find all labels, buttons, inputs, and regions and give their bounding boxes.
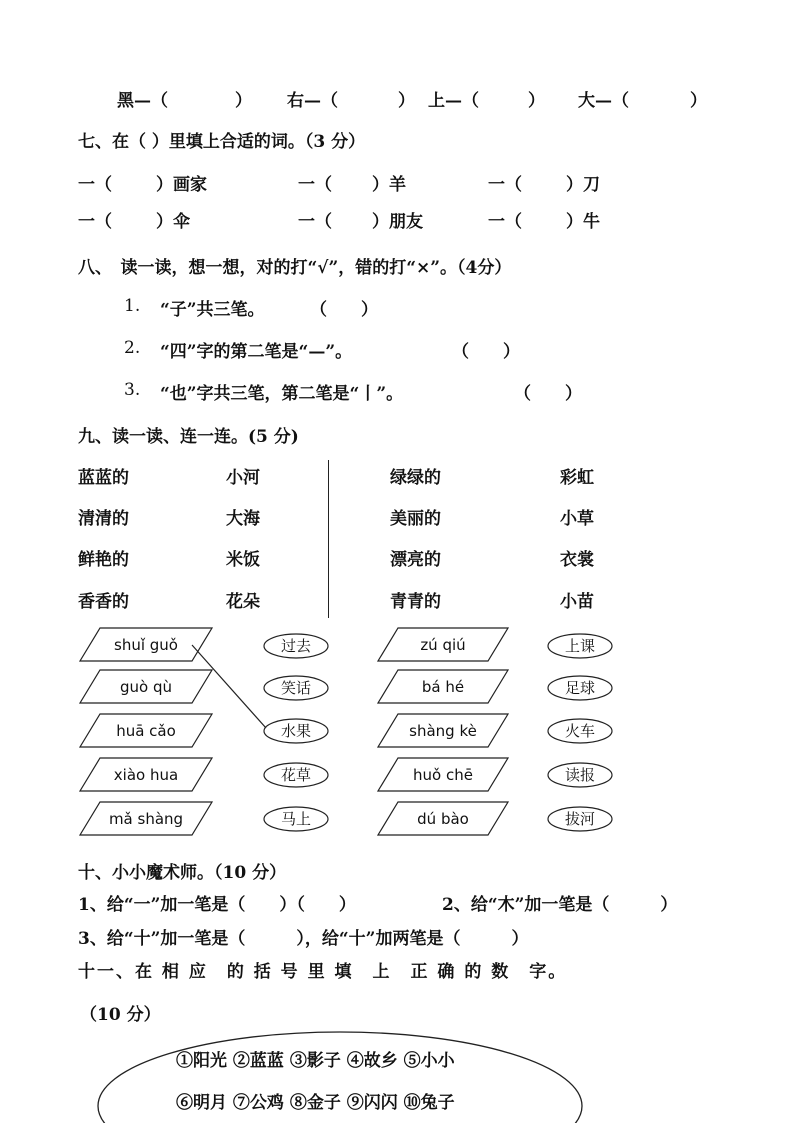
measure-word-noun: ）朋友 [372, 212, 423, 232]
noun[interactable]: 花朵 [226, 592, 260, 612]
section-10-title: 十、小小魔术师。（10 分） [78, 863, 287, 883]
word-label[interactable]: 拔河 [564, 810, 596, 828]
word-label[interactable]: 过去 [280, 637, 312, 655]
section-10-question-3: 3、给“十”加一笔是（ ），给“十”加两笔是（ ） [78, 929, 529, 949]
measure-word-blank: 一（ [488, 212, 522, 232]
answer-paren: （ ） [514, 384, 582, 404]
item-number: 3. [124, 380, 141, 400]
pinyin-label[interactable]: shàng kè [409, 722, 477, 740]
section-11-score: （10 分） [80, 1005, 161, 1025]
measure-word-blank: 一（ [298, 175, 332, 195]
pinyin-label[interactable]: dú bào [417, 810, 469, 828]
fill-prompt-shang: 上—（ [428, 91, 479, 111]
adjective[interactable]: 香香的 [78, 592, 129, 612]
pinyin-label[interactable]: xiào hua [113, 766, 179, 784]
measure-word-noun: ）牛 [566, 212, 600, 232]
noun[interactable]: 小草 [560, 509, 594, 529]
column-divider [328, 460, 329, 618]
measure-word-noun: ）伞 [156, 212, 190, 232]
fill-paren-close: ） [528, 91, 545, 111]
adjective[interactable]: 蓝蓝的 [78, 468, 129, 488]
item-number: 1. [124, 296, 141, 316]
fill-paren-close: ） [690, 91, 707, 111]
pinyin-label[interactable]: guò qù [119, 678, 173, 696]
pinyin-label[interactable]: mǎ shàng [108, 810, 184, 828]
noun[interactable]: 大海 [226, 509, 260, 529]
measure-word-noun: ）画家 [156, 175, 207, 195]
measure-word-noun: ）刀 [566, 175, 600, 195]
word-label[interactable]: 水果 [280, 722, 312, 740]
answer-paren: （ ） [452, 342, 520, 362]
word-label[interactable]: 上课 [564, 637, 596, 655]
noun[interactable]: 小河 [226, 468, 260, 488]
word-label[interactable]: 笑话 [280, 679, 312, 697]
section-9-title: 九、读一读、连一连。(5 分) [78, 427, 299, 447]
fill-paren-close: ） [235, 91, 252, 111]
item-number: 2. [124, 338, 141, 358]
pinyin-label[interactable]: shuǐ guǒ [114, 636, 178, 654]
word-label[interactable]: 马上 [280, 810, 312, 828]
item-text: “子”共三笔。 [160, 300, 265, 320]
word-options-row-1: ①阳光 ②蓝蓝 ③影子 ④故乡 ⑤小小 [176, 1051, 455, 1071]
pinyin-label[interactable]: huā cǎo [116, 722, 176, 740]
word-label[interactable]: 火车 [564, 722, 596, 740]
adjective[interactable]: 青青的 [390, 592, 441, 612]
pinyin-label[interactable]: huǒ chē [413, 766, 473, 784]
item-text: “也”字共三笔，第二笔是“丨”。 [160, 384, 404, 404]
measure-word-noun: ）羊 [372, 175, 406, 195]
noun[interactable]: 米饭 [226, 550, 260, 570]
section-10-question-1: 1、给“一”加一笔是（ ）（ ） [78, 895, 356, 915]
adjective[interactable]: 美丽的 [390, 509, 441, 529]
adjective[interactable]: 漂亮的 [390, 550, 441, 570]
noun[interactable]: 小苗 [560, 592, 594, 612]
word-label[interactable]: 花草 [280, 766, 312, 784]
noun[interactable]: 彩虹 [560, 468, 594, 488]
fill-prompt-hei: 黑—（ [117, 91, 168, 111]
section-11-title: 十一、在 相 应 的 括 号 里 填 上 正 确 的 数 字。 [78, 962, 568, 982]
noun[interactable]: 衣裳 [560, 550, 594, 570]
adjective[interactable]: 鲜艳的 [78, 550, 129, 570]
example-connector-line [192, 645, 266, 728]
adjective[interactable]: 清清的 [78, 509, 129, 529]
section-10-question-2: 2、给“木”加一笔是（ ） [442, 895, 678, 915]
measure-word-blank: 一（ [78, 212, 112, 232]
measure-word-blank: 一（ [488, 175, 522, 195]
fill-paren-close: ） [398, 91, 415, 111]
pinyin-label[interactable]: bá hé [421, 678, 465, 696]
answer-paren: （ ） [310, 300, 378, 320]
word-options-row-2: ⑥明月 ⑦公鸡 ⑧金子 ⑨闪闪 ⑩兔子 [176, 1093, 455, 1113]
measure-word-blank: 一（ [298, 212, 332, 232]
fill-prompt-you: 右—（ [287, 91, 338, 111]
word-label[interactable]: 读报 [564, 766, 596, 784]
pinyin-label[interactable]: zú qiú [420, 636, 466, 654]
adjective[interactable]: 绿绿的 [390, 468, 441, 488]
measure-word-blank: 一（ [78, 175, 112, 195]
section-7-title: 七、在（ ）里填上合适的词。（3 分） [78, 132, 366, 152]
fill-prompt-da: 大—（ [578, 91, 629, 111]
item-text: “四”字的第二笔是“—”。 [160, 342, 353, 362]
pinyin-match-diagram [0, 620, 794, 845]
word-label[interactable]: 足球 [564, 679, 596, 697]
section-8-title: 八、 读一读，想一想，对的打“√”，错的打“×”。（4分） [78, 258, 512, 278]
